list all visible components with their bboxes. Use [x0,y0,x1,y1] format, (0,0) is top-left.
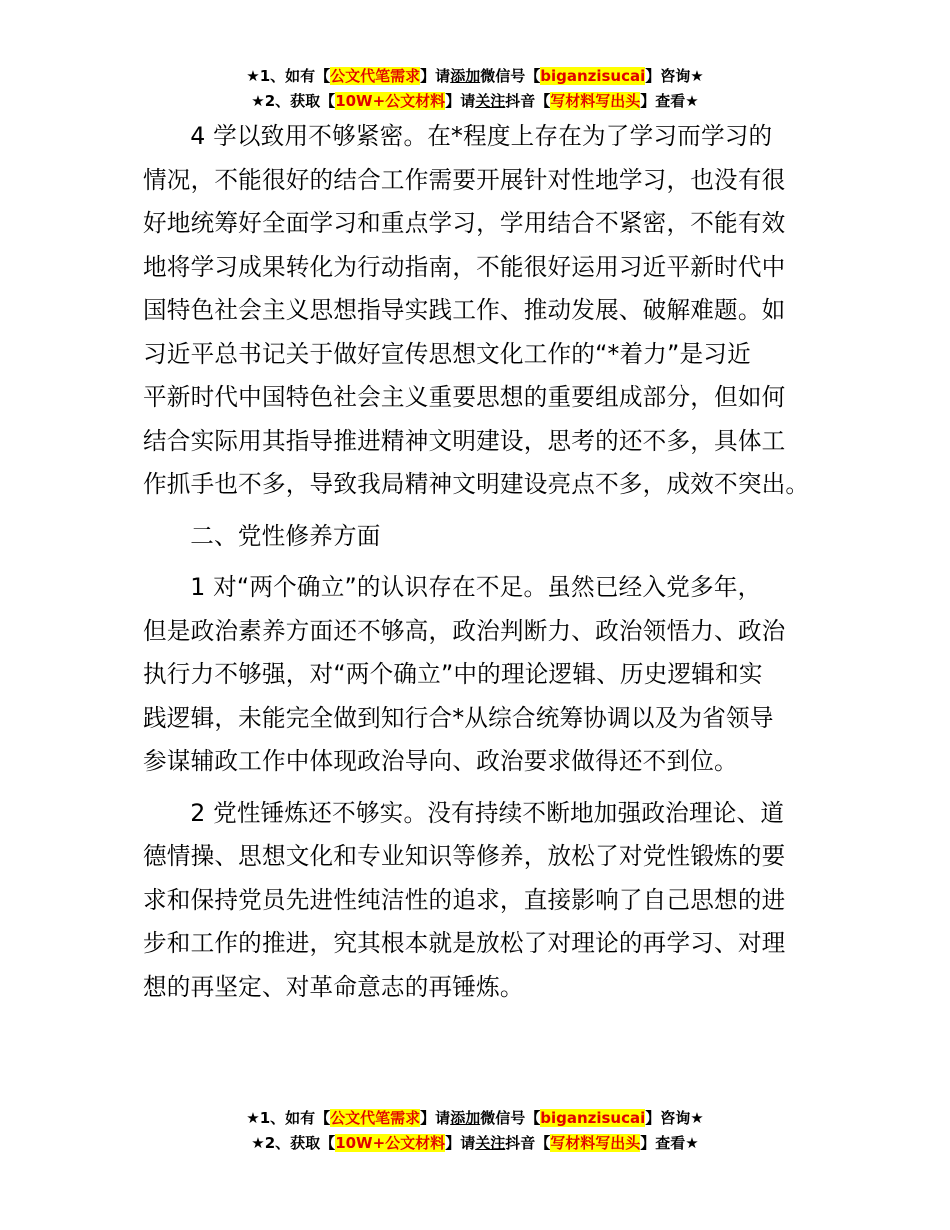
paragraph-study-application [143,115,825,507]
text-line: 参谋辅政工作中体现政治导向、政治要求做得还不到位。 [143,747,738,775]
text-line: 践逻辑，未能完全做到知行合*从综合统筹协调以及为省领导 [143,703,774,732]
promo-banner-bottom [0,1106,950,1156]
highlight-materials: 10W+公文材料 [335,1134,446,1152]
text-line: 4 学以致用不够紧密。在*程度上存在为了学习而学习的 [190,122,773,150]
paragraph-two-establishments [143,566,825,784]
highlight-douyin-account: 写材料写出头 [550,92,641,110]
paragraph-party-tempering [143,792,825,1010]
promo-line-2: ★2、获取【10W+公文材料】请关注抖音【写材料写出头】查看★ [251,92,699,110]
document-body [143,115,825,1017]
text-line: 平新时代中国特色社会主义重要思想的重要组成部分，但如何 [143,383,786,411]
text-line: 但是政治素养方面还不够高，政治判断力、政治领悟力、政治 [143,616,786,645]
text-line: 结合实际用其指导推进精神文明建设，思考的还不多，具体工 [143,426,786,455]
section-heading-party-spirit [143,515,825,559]
text-line: 地将学习成果转化为行动指南，不能很好运用习近平新时代中 [143,252,786,281]
text-line: 习近平总书记关于做好宣传思想文化工作的“*着力”是习近 [143,339,751,368]
text-line: 想的再坚定、对革命意志的再锤炼。 [143,972,524,1001]
text-line: 步和工作的推进，究其根本就是放松了对理论的再学习、对理 [143,929,786,957]
text-line: 2 党性锤炼还不够实。没有持续不断地加强政治理论、道 [190,798,785,827]
text-line: 求和保持党员先进性纯洁性的追求，直接影响了自己思想的进 [143,885,786,914]
promo-line-1: ★1、如有【公文代笔需求】请添加微信号【biganzisucai】咨询★ [246,1109,704,1127]
promo-line-1: ★1、如有【公文代笔需求】请添加微信号【biganzisucai】咨询★ [246,67,704,85]
text-line: 好地统筹好全面学习和重点学习，学用结合不紧密，不能有效 [143,209,786,237]
text-line: 情况，不能很好的结合工作需要开展针对性地学习，也没有很 [143,165,786,194]
highlight-materials: 10W+公文材料 [335,92,446,110]
highlight-service: 公文代笔需求 [330,67,421,85]
text-line: 国特色社会主义思想指导实践工作、推动发展、破解难题。如 [143,296,786,324]
highlight-douyin-account: 写材料写出头 [550,1134,641,1152]
highlight-wechat-id: biganzisucai [540,1109,646,1127]
promo-banner-top [0,64,950,114]
highlight-wechat-id: biganzisucai [540,67,646,85]
text-line: 1 对“两个确立”的认识存在不足。虽然已经入党多年， [190,573,762,601]
promo-line-2: ★2、获取【10W+公文材料】请关注抖音【写材料写出头】查看★ [251,1134,699,1152]
highlight-service: 公文代笔需求 [330,1109,421,1127]
text-line: 执行力不够强，对“两个确立”中的理论逻辑、历史逻辑和实 [143,660,763,688]
text-line: 作抓手也不多，导致我局精神文明建设亮点不多，成效不突出。 [143,470,810,498]
section-heading: 二、党性修养方面 [190,521,381,550]
text-line: 德情操、思想文化和专业知识等修养，放松了对党性锻炼的要 [143,842,786,870]
